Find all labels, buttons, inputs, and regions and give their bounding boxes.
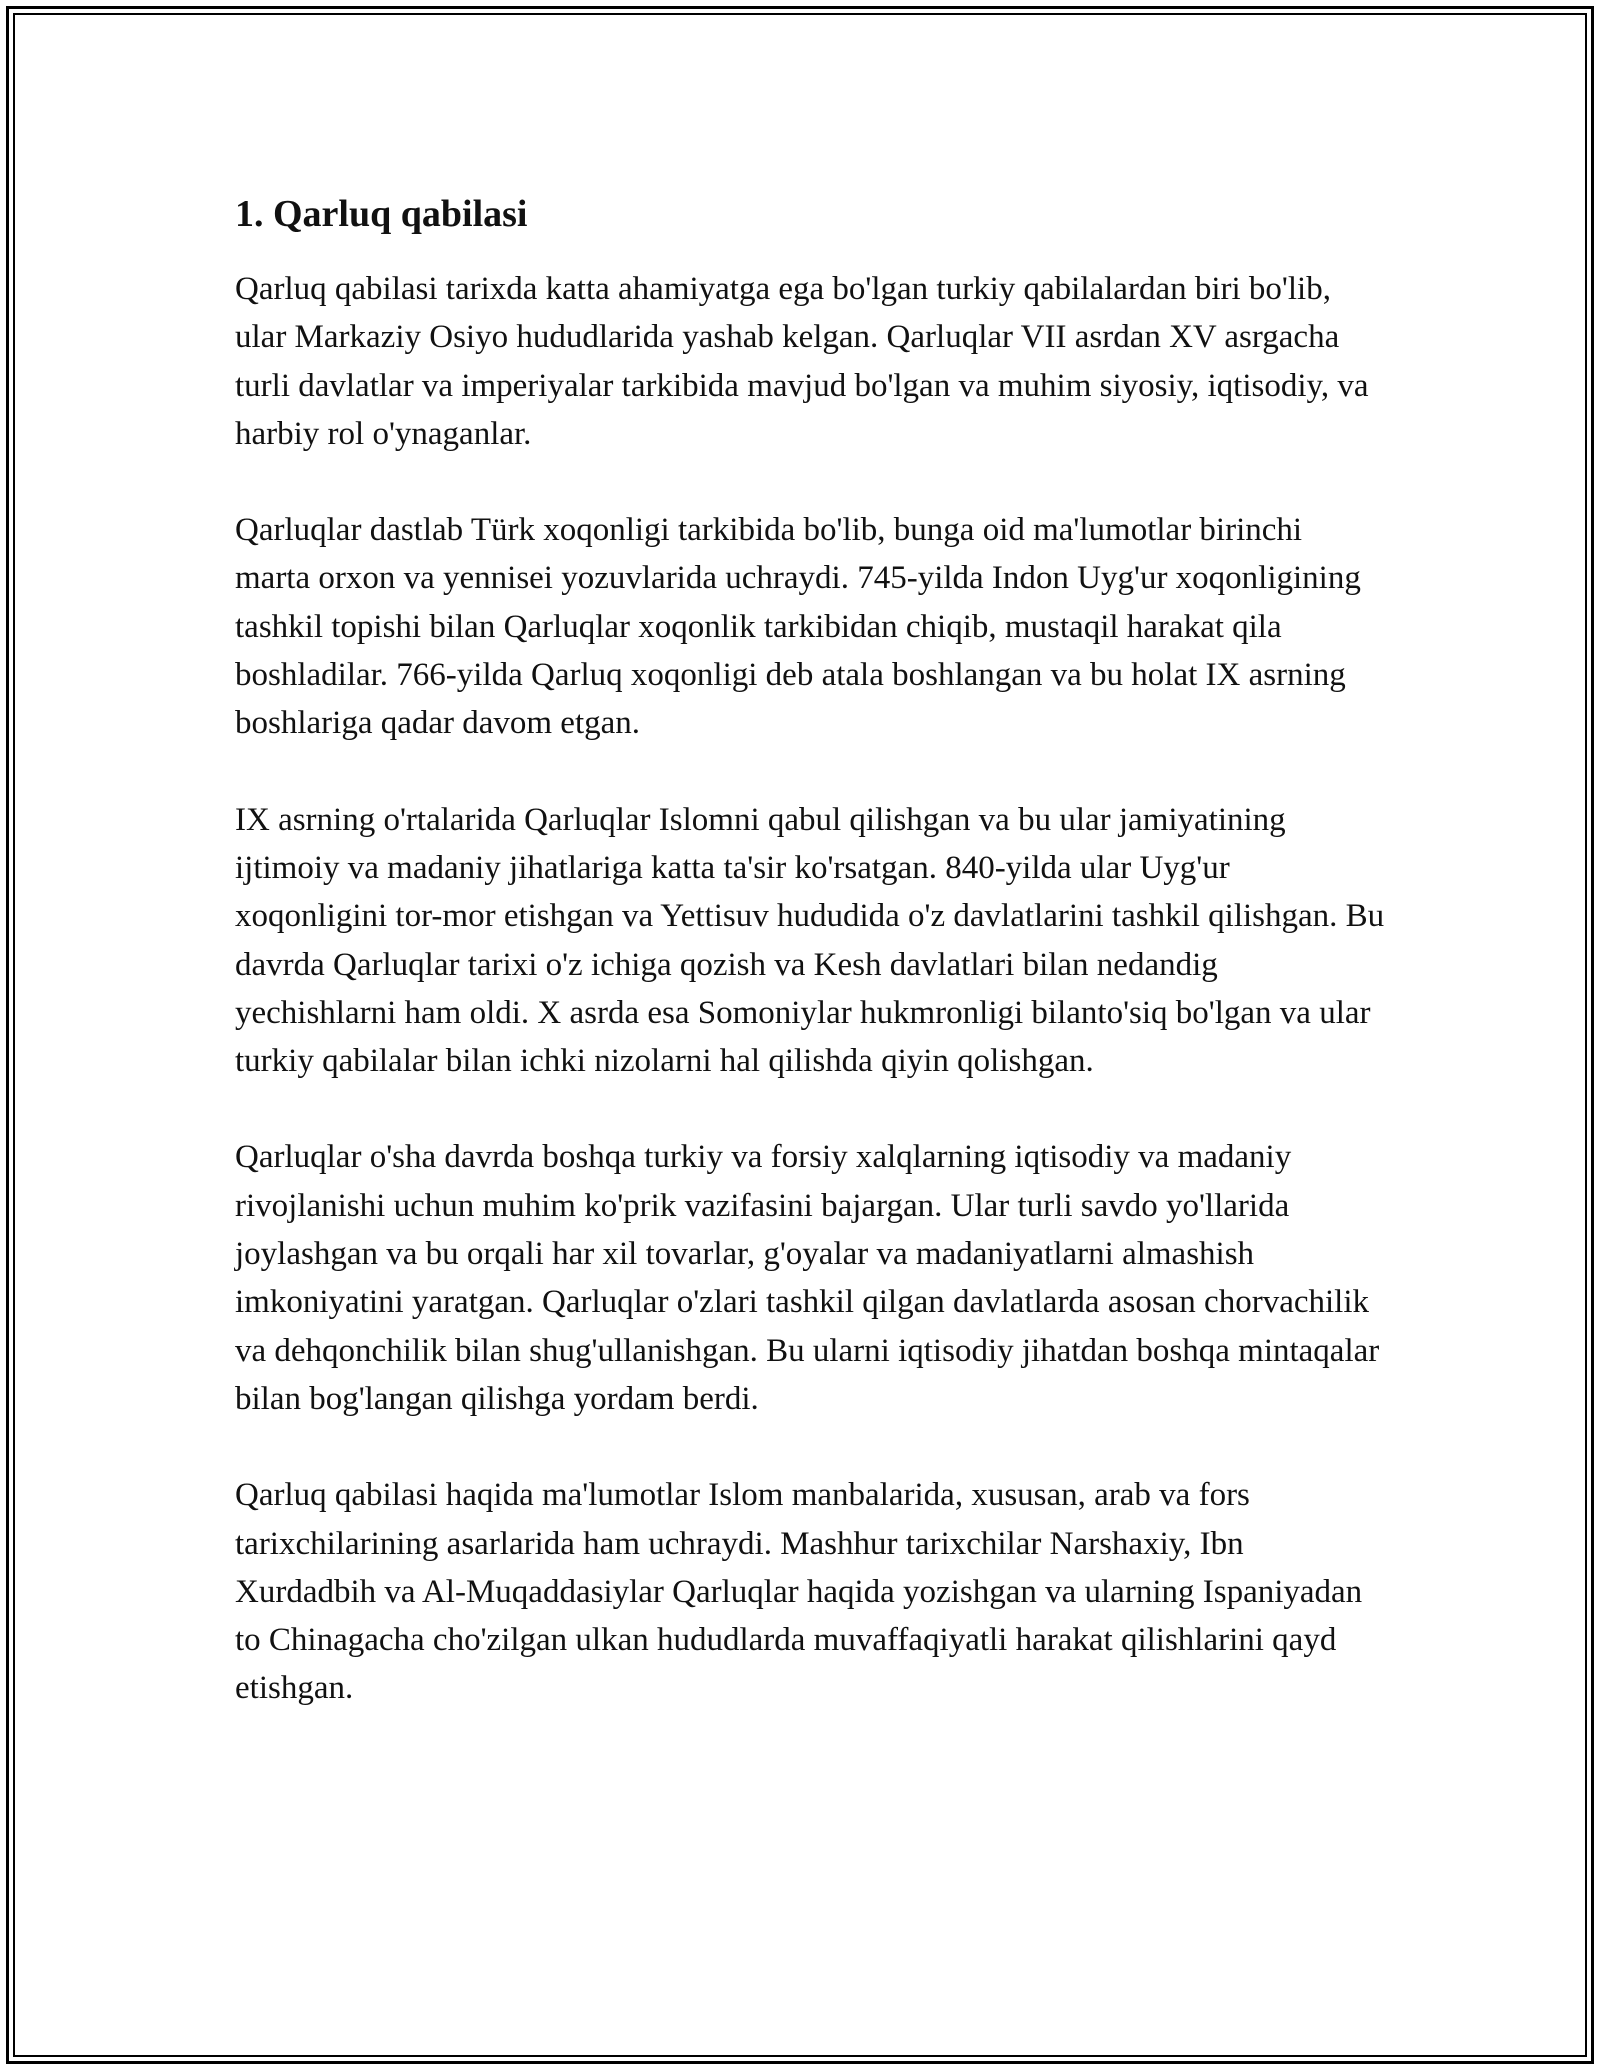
paragraph-1: Qarluq qabilasi tarixda katta ahamiyatga ega bo'lgan turkiy qabilalardan biri bo'lib, ular Markaziy Osiyo hududlarida yashab kelgan. Qarluqlar VII asrdan XV asrgacha turli davlatlar va imperiyalar tarkibida mavjud bo'lgan va muhim siyosiy, iqtisodiy, va harbiy rol o'ynaganlar. bbox=[235, 271, 1369, 452]
section-title: 1. Qarluq qabilasi bbox=[235, 193, 528, 235]
paragraph-3: IX asrning o'rtalarida Qarluqlar Islomni qabul qilishgan va bu ular jamiyatining ijtimoiy va madaniy jihatlariga katta ta'sir ko'rsatgan. 840-yilda ular Uyg'ur xoqonligini tor-mor etishgan va Yettisuv hududida o'z davlatlarini tashkil qilishgan. Bu davrda Qarluqlar tarixi o'z ichiga qozish va Kesh davlatlari bilan nedandig yechishlarni ham oldi. X asrda esa Somoniylar hukmronligi bilanto'siq bo'lgan va ular turkiy qabilalar bilan ichki nizolarni hal qilishda qiyin qolishgan. bbox=[235, 801, 1385, 1080]
document-body bbox=[235, 186, 1385, 1761]
paragraph-2: Qarluqlar dastlab Türk xoqonligi tarkibida bo'lib, bunga oid ma'lumotlar birinchi marta orxon va yennisei yozuvlarida uchraydi. 745-yilda Indon Uyg'ur xoqonligining tashkil topishi bilan Qarluqlar xoqonlik tarkibidan chiqib, mustaqil harakat qila boshladilar. 766-yilda Qarluq xoqonligi deb atala boshlangan va bu holat IX asrning boshlariga qadar davom etgan. bbox=[235, 512, 1361, 742]
paragraph-4: Qarluqlar o'sha davrda boshqa turkiy va forsiy xalqlarning iqtisodiy va madaniy rivojlanishi uchun muhim ko'prik vazifasini bajargan. Ular turli savdo yo'llarida joylashgan va bu orqali har xil tovarlar, g'oyalar va madaniyatlarni almashish imkoniyatini yaratgan. Qarluqlar o'zlari tashkil qilgan davlatlarda asosan chorvachilik va dehqonchilik bilan shug'ullanishgan. Bu ularni iqtisodiy jihatdan boshqa mintaqalar bilan bog'langan qilishga yordam berdi. bbox=[235, 1139, 1380, 1417]
paragraph-5: Qarluq qabilasi haqida ma'lumotlar Islom manbalarida, xususan, arab va fors tarixchilarining asarlarida ham uchraydi. Mashhur tarixchilar Narshaxiy, Ibn Xurdadbih va Al-Muqaddasiylar Qarluqlar haqida yozishgan va ularning Ispaniyadan to Chinagacha cho'zilgan ulkan hududlarda muvaffaqiyatli harakat qilishlarini qayd etishgan. bbox=[235, 1477, 1363, 1707]
